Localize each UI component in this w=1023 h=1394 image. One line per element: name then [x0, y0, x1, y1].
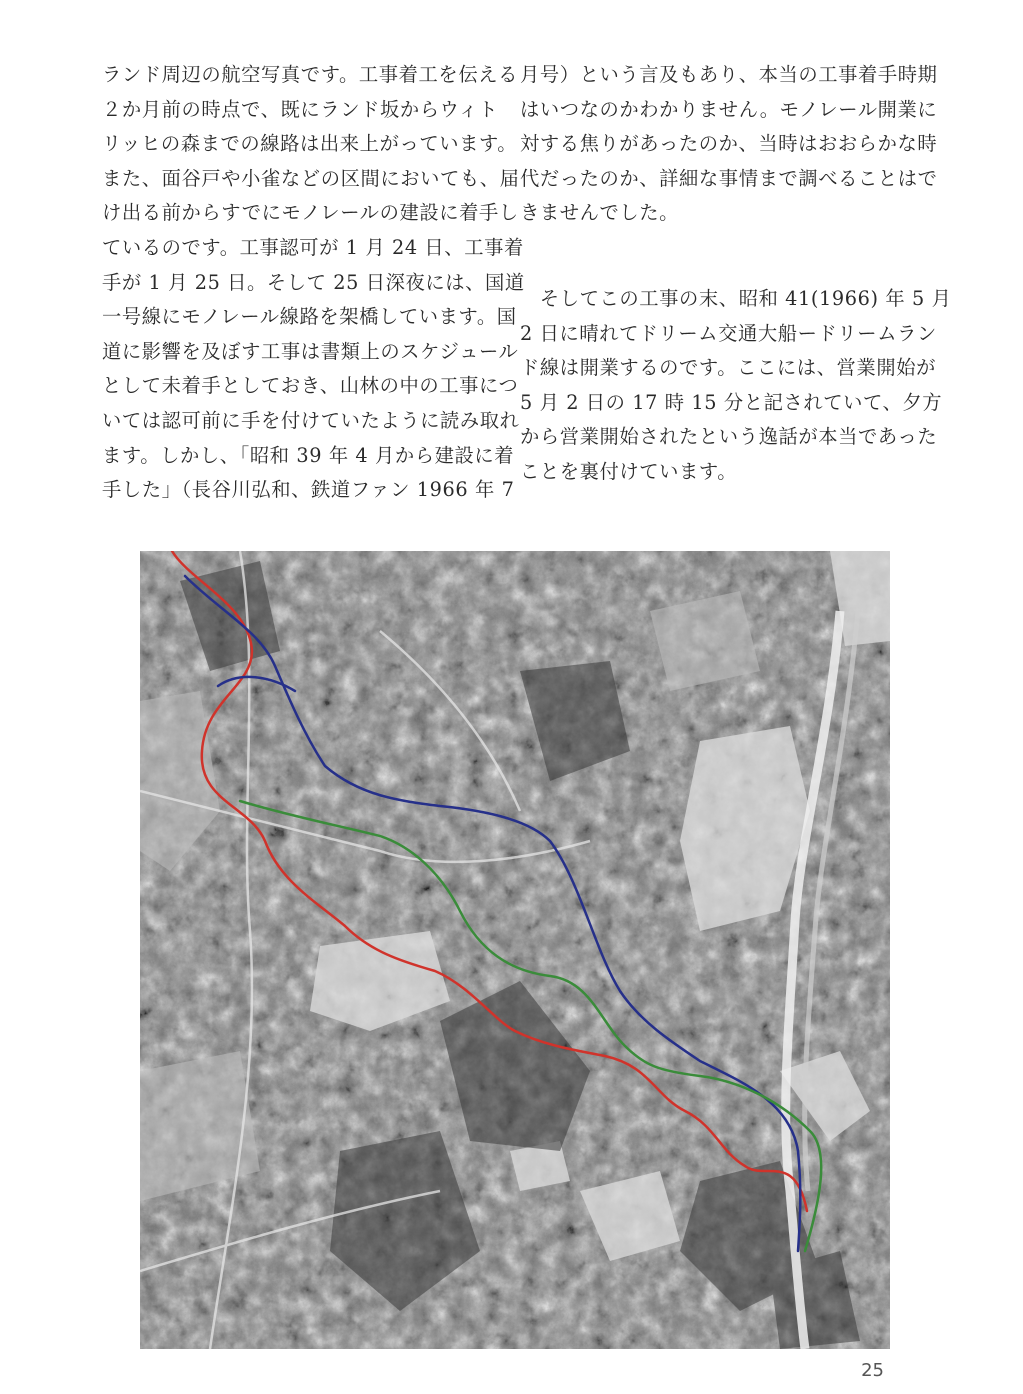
- text-line: はいつなのかわかりません。モノレール開業に: [520, 97, 938, 121]
- text-line: 対する焦りがあったのか、当時はおおらかな時: [520, 132, 938, 156]
- text-line: ことを裏付けています。: [520, 459, 738, 483]
- left-column: [102, 58, 525, 508]
- text-line: いては認可前に手を付けていたように読み取れ: [102, 408, 520, 432]
- text-line: 道に影響を及ぼす工事は書類上のスケジュール: [102, 339, 519, 363]
- text-line: 代だったのか、詳細な事情まで調べることはで: [520, 166, 938, 190]
- text-line: また、面谷戸や小雀などの区間においても、届: [102, 166, 520, 190]
- paragraph-gap: [520, 231, 924, 282]
- text-line: ランド周辺の航空写真です。工事着工を伝える: [102, 63, 518, 86]
- text-line: け出る前からすでにモノレールの建設に着手し: [102, 201, 519, 225]
- text-line: ているのです。工事認可が 1 月 24 日、工事着: [102, 235, 524, 259]
- text-line: 5 月 2 日の 17 時 15 分と記されていて、夕方: [520, 390, 943, 414]
- right-column: [520, 58, 952, 490]
- text-line: 手した」（長谷川弘和、鉄道ファン 1966 年 7: [102, 478, 515, 502]
- aerial-photo-canvas: [140, 551, 890, 1349]
- text-line: として未着手としておき、山林の中の工事につ: [102, 374, 519, 398]
- text-line: 手が 1 月 25 日。そして 25 日深夜には、国道: [102, 270, 525, 294]
- text-line: ２か月前の時点で、既にランド坂からウィト: [102, 97, 499, 121]
- page-number: 25: [861, 1360, 884, 1381]
- text-line: きませんでした。: [520, 201, 680, 225]
- text-line: 月号）という言及もあり、本当の工事着手時期: [520, 63, 938, 86]
- aerial-photo: [140, 551, 890, 1349]
- text-line: ます。しかし、「昭和 39 年 4 月から建設に着: [102, 443, 515, 467]
- text-line: 2 日に晴れてドリーム交通大船ードリームラン: [520, 321, 937, 345]
- text-line: ド線は開業するのです。ここには、営業開始が: [520, 356, 936, 380]
- text-line: 一号線にモノレール線路を架橋しています。国: [102, 305, 517, 329]
- text-line: から営業開始されたという逸話が本当であった: [520, 425, 938, 449]
- text-line: そしてこの工事の末、昭和 41(1966) 年 5 月: [520, 286, 952, 310]
- text-line: リッヒの森までの線路は出来上がっています。: [102, 132, 518, 156]
- body-text: [102, 58, 952, 502]
